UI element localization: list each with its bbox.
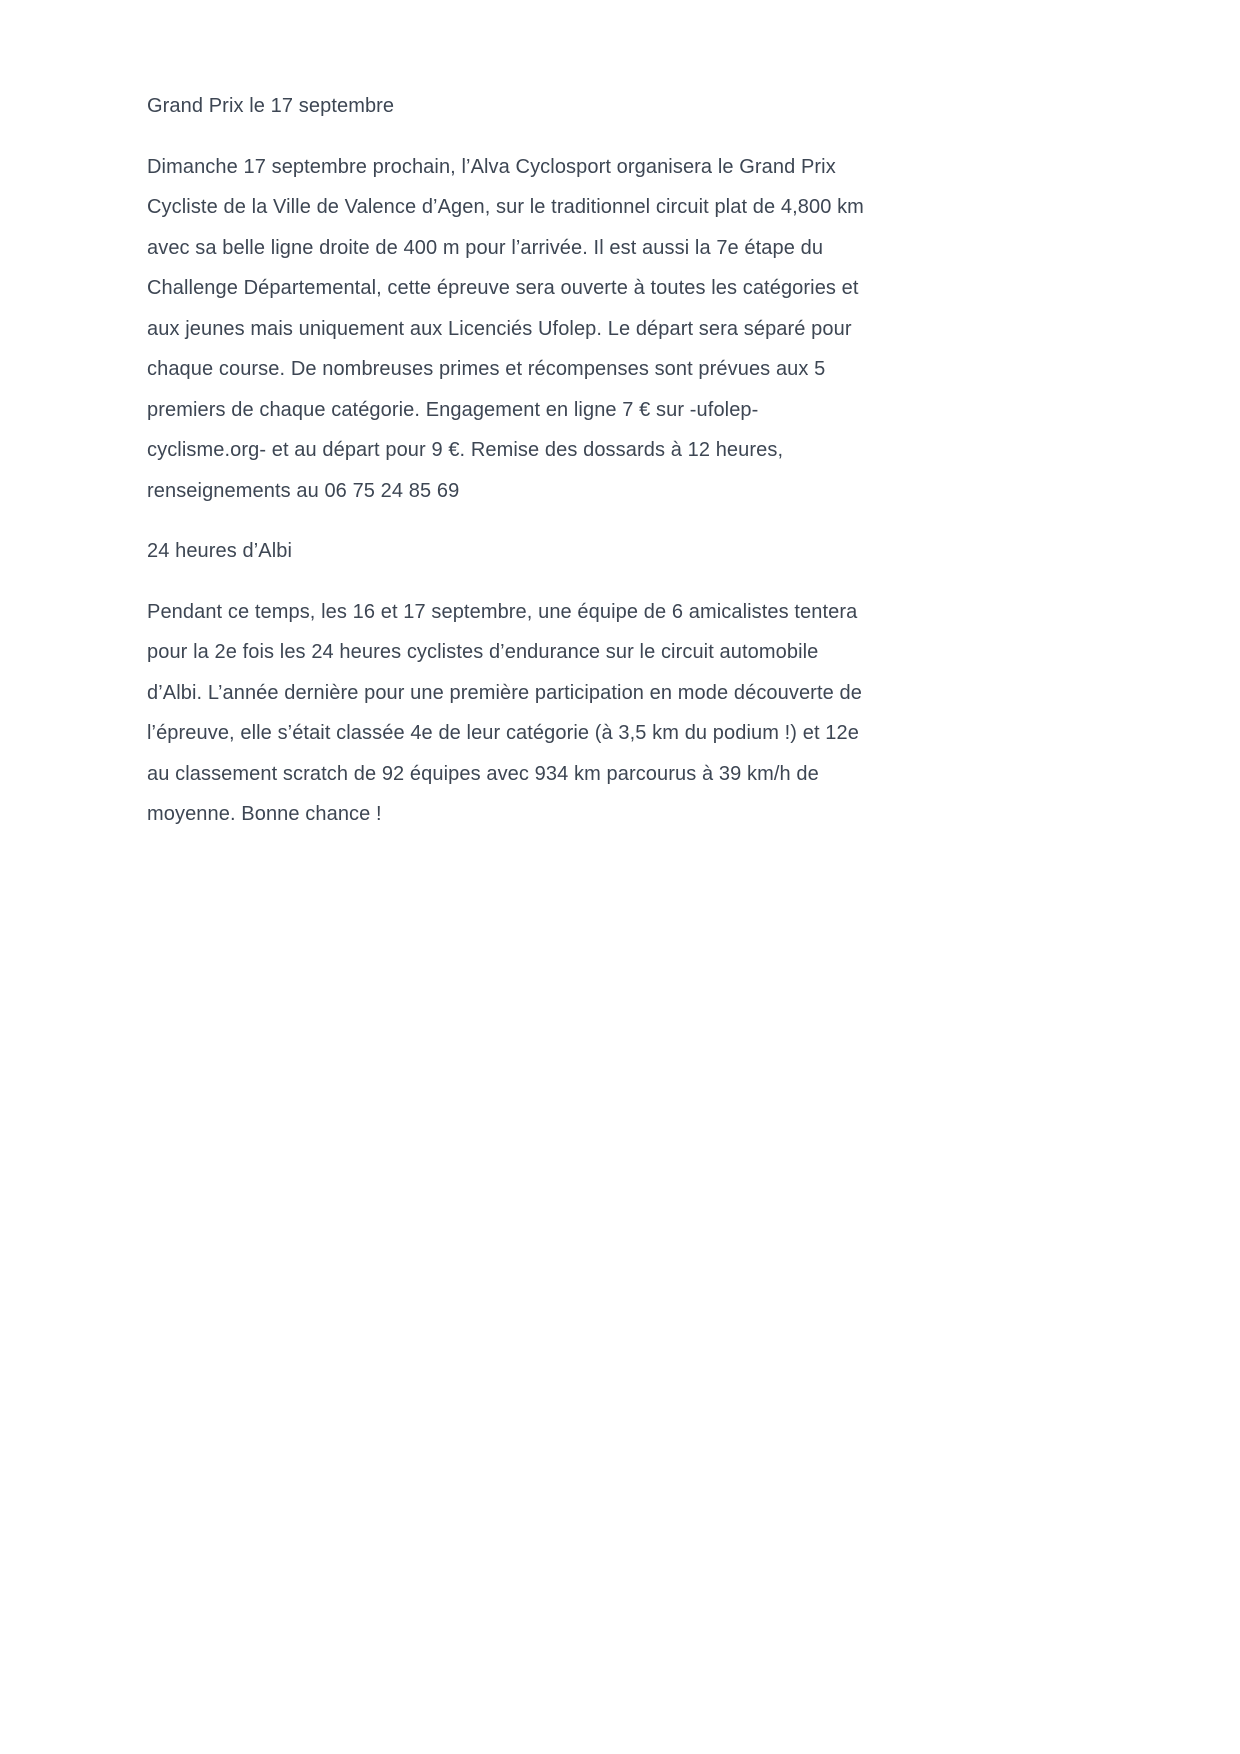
paragraph-line: d’Albi. L’année dernière pour une première participation en mode découverte de bbox=[147, 681, 862, 704]
section-24-heures-albi bbox=[147, 531, 947, 835]
paragraph-line: Cycliste de la Ville de Valence d’Agen, sur le traditionnel circuit plat de 4,800 km bbox=[147, 196, 864, 218]
section-heading: Grand Prix le 17 septembre bbox=[147, 95, 395, 117]
section-heading: 24 heures d’Albi bbox=[147, 540, 293, 562]
paragraph bbox=[147, 147, 947, 512]
article-body bbox=[147, 86, 947, 855]
paragraph-line: Pendant ce temps, les 16 et 17 septembre, une équipe de 6 amicalistes tentera bbox=[147, 600, 858, 623]
paragraph-line: pour la 2e fois les 24 heures cyclistes d’endurance sur le circuit automobile bbox=[147, 641, 819, 663]
paragraph-line: Challenge Départemental, cette épreuve sera ouverte à toutes les catégories et bbox=[147, 277, 859, 299]
paragraph-line: moyenne. Bonne chance ! bbox=[147, 803, 382, 825]
paragraph-line: cyclisme.org- et au départ pour 9 €. Remise des dossards à 12 heures, bbox=[147, 439, 784, 461]
paragraph-line: l’épreuve, elle s’était classée 4e de leur catégorie (à 3,5 km du podium !) et 12e bbox=[147, 722, 859, 744]
section-grand-prix bbox=[147, 86, 947, 511]
paragraph bbox=[147, 592, 947, 835]
paragraph-line: avec sa belle ligne droite de 400 m pour l’arrivée. Il est aussi la 7e étape du bbox=[147, 236, 824, 259]
paragraph-line: aux jeunes mais uniquement aux Licenciés Ufolep. Le départ sera séparé pour bbox=[147, 317, 852, 340]
paragraph-line: renseignements au 06 75 24 85 69 bbox=[147, 479, 460, 502]
paragraph-line: premiers de chaque catégorie. Engagement en ligne 7 € sur -ufolep- bbox=[147, 398, 759, 421]
paragraph-line: Dimanche 17 septembre prochain, l’Alva Cyclosport organisera le Grand Prix bbox=[147, 155, 836, 178]
paragraph-line: au classement scratch de 92 équipes avec 934 km parcourus à 39 km/h de bbox=[147, 762, 819, 785]
paragraph-line: chaque course. De nombreuses primes et récompenses sont prévues aux 5 bbox=[147, 358, 826, 380]
